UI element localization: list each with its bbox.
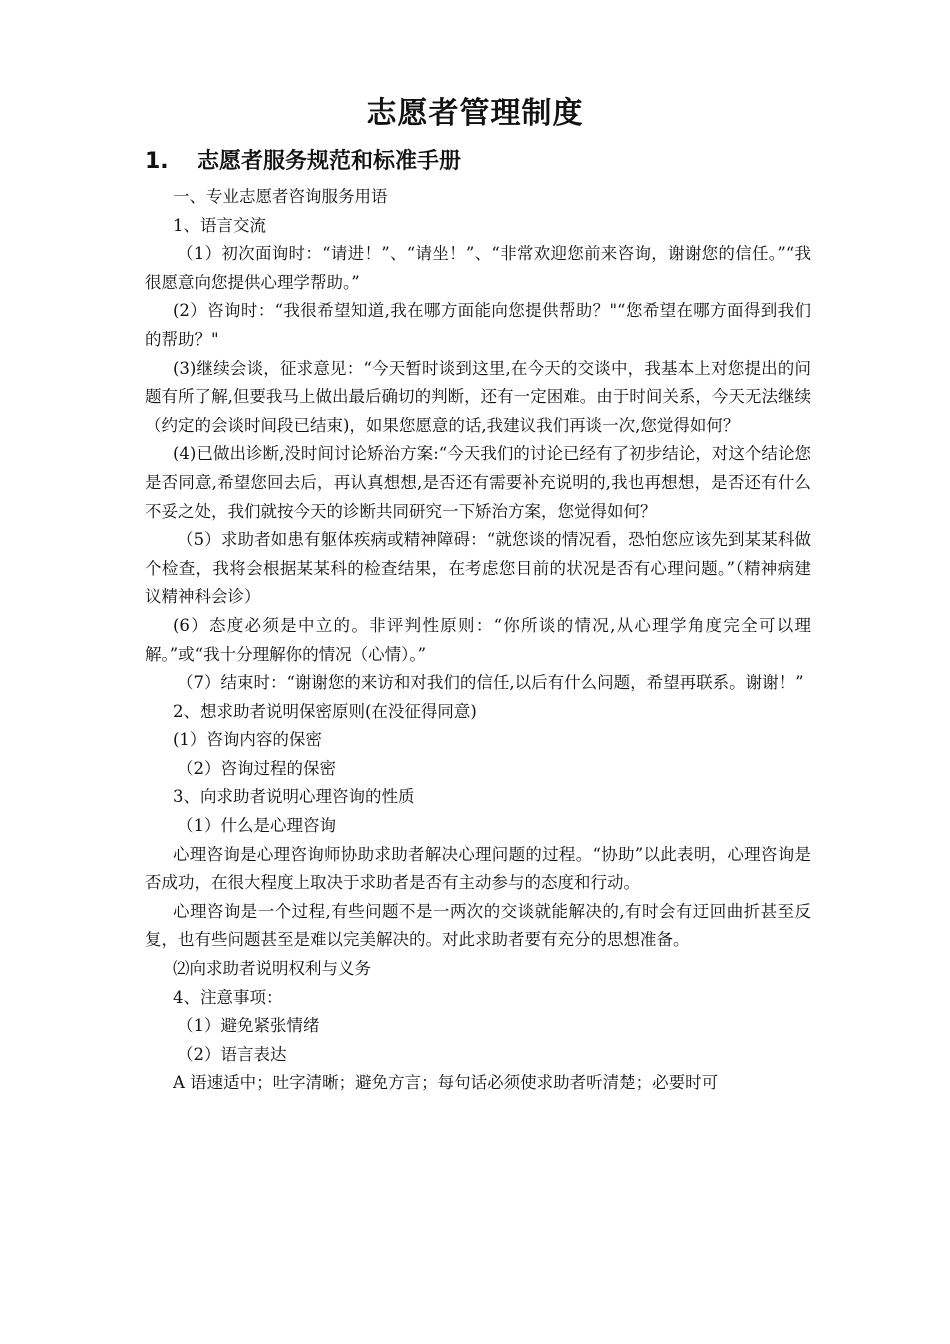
paragraph-14: 心理咨询是心理咨询师协助求助者解决心理问题的过程。“协助”以此表明，心理咨询是否成功，在很大程度上取决于求助者是否有主动参与的态度和行动。 — [145, 844, 811, 893]
paragraph-12: 3、向求助者说明心理咨询的性质 — [173, 787, 415, 807]
paragraph-10: (1）咨询内容的保密 — [173, 730, 322, 750]
paragraph-7: (6）态度必须是中立的。非评判性原则：“你所谈的情况,从心理学角度完全可以理解。”或“我十分理解你的情况（心情）。” — [145, 615, 811, 664]
paragraph-16: ⑵向求助者说明权利与义务 — [173, 959, 371, 979]
paragraph-8: （7）结束时：“谢谢您的来访和对我们的信任,以后有什么问题，希望再联系。谢谢！” — [177, 673, 804, 693]
paragraph-9: 2、想求助者说明保密原则(在没征得同意) — [173, 701, 477, 721]
paragraph-15: 心理咨询是一个过程,有些问题不是一两次的交谈就能解决的,有时会有迂回曲折甚至反复，也有些问题甚至是难以完美解决的。对此求助者要有充分的思想准备。 — [145, 901, 811, 950]
paragraph-13: （1）什么是心理咨询 — [177, 816, 336, 836]
section-number: 1. — [145, 149, 169, 174]
document-title: 志愿者管理制度 — [366, 96, 584, 131]
paragraph-1: 1、语言交流 — [173, 215, 266, 235]
paragraph-5: (4)已做出诊断,没时间讨论矫治方案:“今天我们的讨论已经有了初步结论，对这个结论您是否同意,希望您回去后，再认真想想,是否还有需要补充说明的,我也再想想，是否还有什么不妥之处，我们就按今天的诊断共同研究一下矫治方案，您觉得如何？ — [145, 444, 811, 521]
paragraph-17: 4、注意事项： — [173, 987, 283, 1007]
paragraph-0: 一、专业志愿者咨询服务用语 — [173, 187, 388, 206]
paragraph-20: A 语速适中；吐字清晰；避免方言；每句话必须使求助者听清楚；必要时可 — [173, 1073, 719, 1093]
paragraph-2: （1）初次面询时：“请进！”、“请坐！”、“非常欢迎您前来咨询，谢谢您的信任。”“我很愿意向您提供心理学帮助。” — [145, 244, 811, 292]
paragraph-18: （1）避免紧张情绪 — [177, 1016, 320, 1036]
paragraph-4: (3)继续会谈，征求意见：“今天暂时谈到这里,在今天的交谈中，我基本上对您提出的问题有所了解,但要我马上做出最后确切的判断，还有一定困难。由于时间关系，今天无法继续（约定的会谈时间段已结束)，如果您愿意的话,我建议我们再谈一次,您觉得如何？ — [145, 358, 811, 435]
paragraph-11: （2）咨询过程的保密 — [177, 758, 336, 778]
paragraph-3: (2）咨询时：“我很希望知道,我在哪方面能向您提供帮助？"“您希望在哪方面得到我们的帮助？" — [145, 301, 811, 349]
section-heading — [145, 144, 815, 175]
paragraph-19: （2）语言表达 — [177, 1044, 287, 1064]
document-body — [145, 183, 811, 1098]
paragraph-6: （5）求助者如患有躯体疾病或精神障碍：“就您谈的情况看，恐怕您应该先到某某科做个检查，我将会根据某某科的检查结果，在考虑您目前的状况是否有心理问题。”（精神病建议精神科会诊） — [145, 530, 811, 607]
section-title: 志愿者服务规范和标准手册 — [197, 149, 462, 174]
